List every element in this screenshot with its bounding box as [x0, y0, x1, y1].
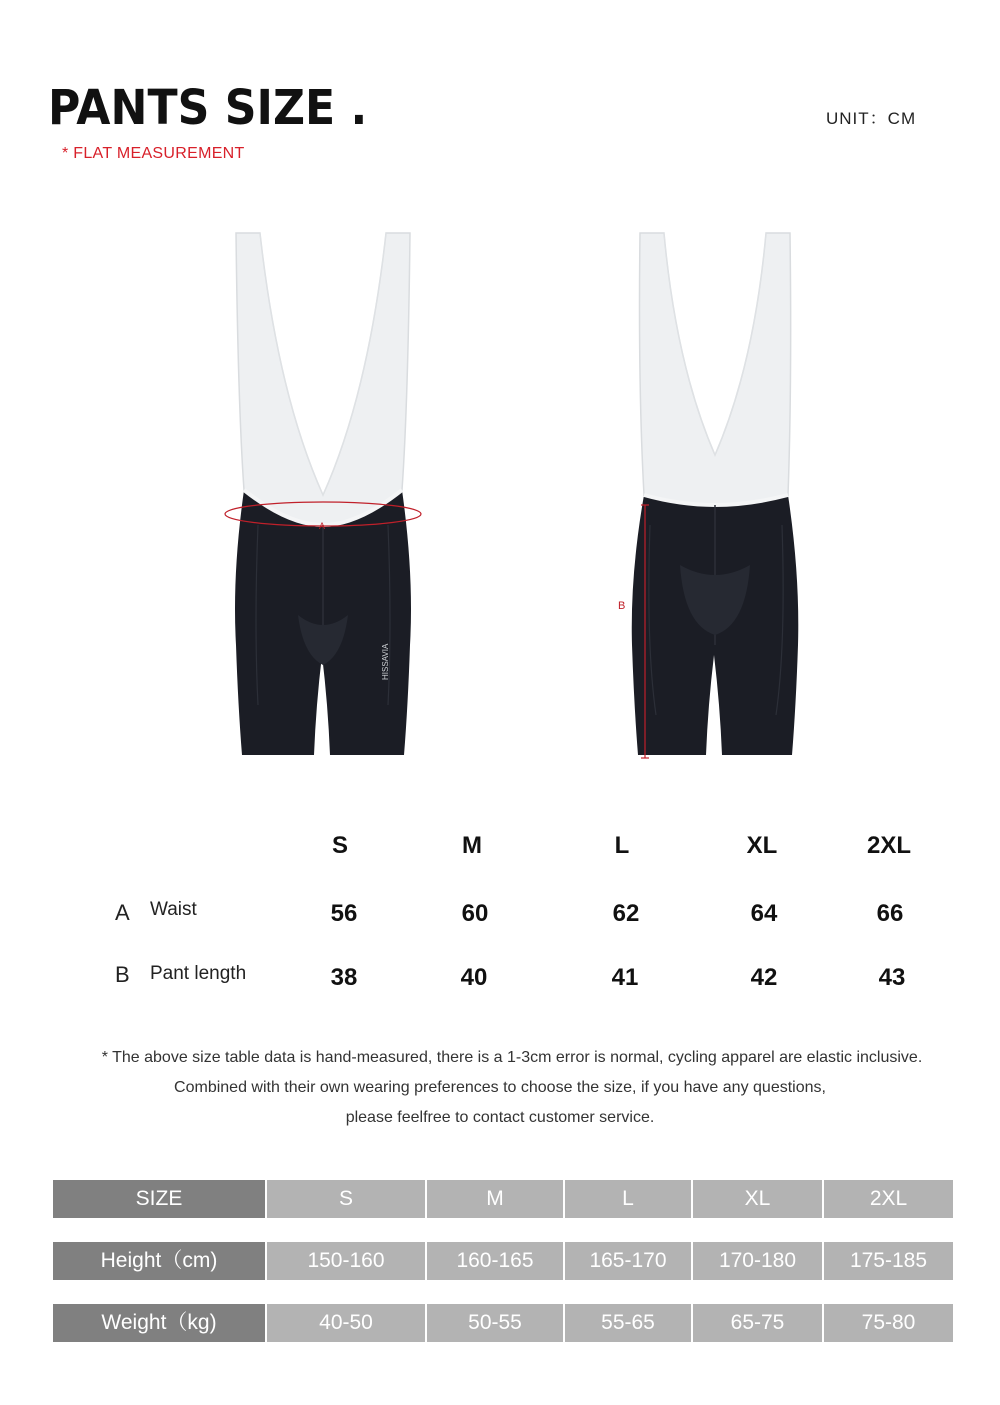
table-cell: XL: [693, 1180, 824, 1218]
waist-value-l: 62: [612, 900, 640, 927]
row-letter-b: B: [115, 962, 130, 987]
length-value-xl: 42: [750, 964, 778, 991]
length-value-2xl: 43: [878, 964, 906, 991]
row-name-pant-length: Pant length: [150, 963, 247, 984]
table-row-size: [53, 1180, 953, 1218]
waist-value-m: 60: [461, 900, 489, 927]
row-letter-a: A: [115, 900, 130, 925]
disclaimer-line-1: * The above size table data is hand-measured, there is a 1-3cm error is normal, cycling apparel are elastic inclusive.: [101, 1049, 923, 1066]
table-cell: L: [565, 1180, 693, 1218]
size-header-l: L: [614, 832, 630, 859]
table-row-weight: [53, 1304, 953, 1342]
waist-value-2xl: 66: [876, 900, 904, 927]
table-cell: 75-80: [824, 1304, 953, 1342]
table-cell: M: [427, 1180, 565, 1218]
page-title: PANTS SIZE .: [48, 80, 368, 136]
bib-shorts-front-image: [218, 225, 430, 765]
waist-measure-label: A: [319, 521, 326, 531]
table-cell: S: [267, 1180, 427, 1218]
length-value-l: 41: [611, 964, 639, 991]
table-cell: 40-50: [267, 1304, 427, 1342]
table-cell: 50-55: [427, 1304, 565, 1342]
size-label-cell: SIZE: [53, 1180, 267, 1218]
table-cell: 175-185: [824, 1242, 953, 1280]
height-label-cell: Height（cm): [53, 1242, 267, 1280]
table-cell: 160-165: [427, 1242, 565, 1280]
size-header-xl: XL: [746, 832, 778, 859]
table-cell: 2XL: [824, 1180, 953, 1218]
table-cell: 55-65: [565, 1304, 693, 1342]
size-header-m: M: [462, 832, 482, 859]
size-header-s: S: [331, 832, 349, 859]
waist-value-xl: 64: [750, 900, 778, 927]
disclaimer-line-2: Combined with their own wearing preferences to choose the size, if you have any questions,: [174, 1079, 826, 1096]
table-row-height: [53, 1242, 953, 1280]
size-header-2xl: 2XL: [866, 832, 912, 859]
bib-shorts-back-image: [610, 225, 822, 765]
brand-text: HISSAVIA: [381, 643, 390, 680]
flat-measurement-note: * FLAT MEASUREMENT: [62, 145, 245, 162]
waist-value-s: 56: [330, 900, 358, 927]
length-value-s: 38: [330, 964, 358, 991]
table-cell: 165-170: [565, 1242, 693, 1280]
unit-label: UNIT：CM: [826, 109, 917, 128]
table-cell: 170-180: [693, 1242, 824, 1280]
length-measure-label: B: [618, 600, 626, 612]
weight-label-cell: Weight（kg): [53, 1304, 267, 1342]
table-cell: 65-75: [693, 1304, 824, 1342]
length-value-m: 40: [460, 964, 488, 991]
disclaimer-line-3: please feelfree to contact customer service.: [345, 1109, 655, 1126]
table-cell: 150-160: [267, 1242, 427, 1280]
row-name-waist: Waist: [150, 899, 197, 920]
